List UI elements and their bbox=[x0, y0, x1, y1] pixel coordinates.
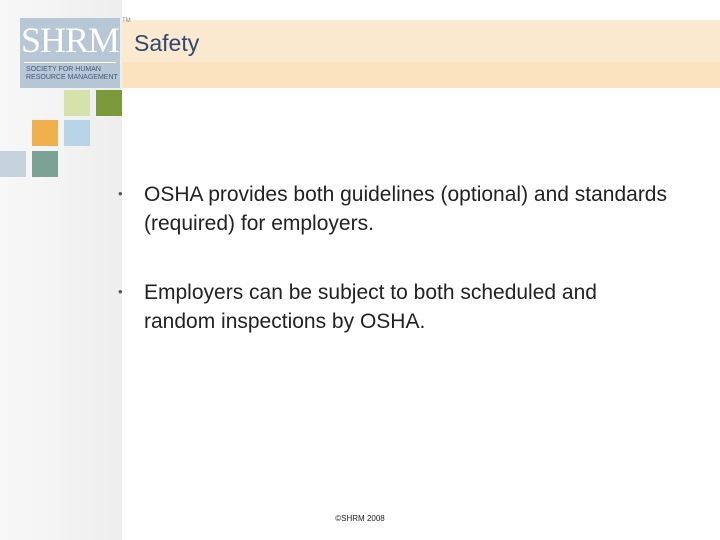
bullet-list bbox=[110, 180, 670, 376]
copyright-footer: ©SHRM 2008 bbox=[335, 514, 385, 523]
trademark-mark: TM bbox=[122, 18, 131, 24]
bullet-text: OSHA provides both guidelines (optional) and standards (required) for employers. bbox=[144, 183, 667, 235]
decor-square-teal bbox=[32, 151, 58, 177]
decor-square-light-green bbox=[64, 90, 90, 116]
decor-square-green bbox=[96, 90, 122, 116]
logo-letters: SHRM bbox=[20, 20, 120, 60]
decor-square-grey-blue bbox=[0, 151, 26, 177]
bullet-item bbox=[110, 180, 670, 238]
slide-title: Safety bbox=[134, 30, 200, 56]
bullet-text: Employers can be subject to both scheduled and random inspections by OSHA. bbox=[144, 281, 597, 333]
logo-divider bbox=[24, 62, 116, 63]
shrm-logo bbox=[20, 18, 120, 88]
header-band-lower bbox=[122, 62, 720, 88]
decor-square-orange bbox=[32, 120, 58, 146]
bullet-item bbox=[110, 278, 670, 336]
bullet-marker: • bbox=[118, 186, 123, 201]
bullet-marker: • bbox=[118, 284, 123, 299]
logo-caption: SOCIETY FOR HUMAN RESOURCE MANAGEMENT bbox=[26, 66, 118, 81]
header-band bbox=[122, 20, 720, 62]
decor-square-light-blue bbox=[64, 120, 90, 146]
